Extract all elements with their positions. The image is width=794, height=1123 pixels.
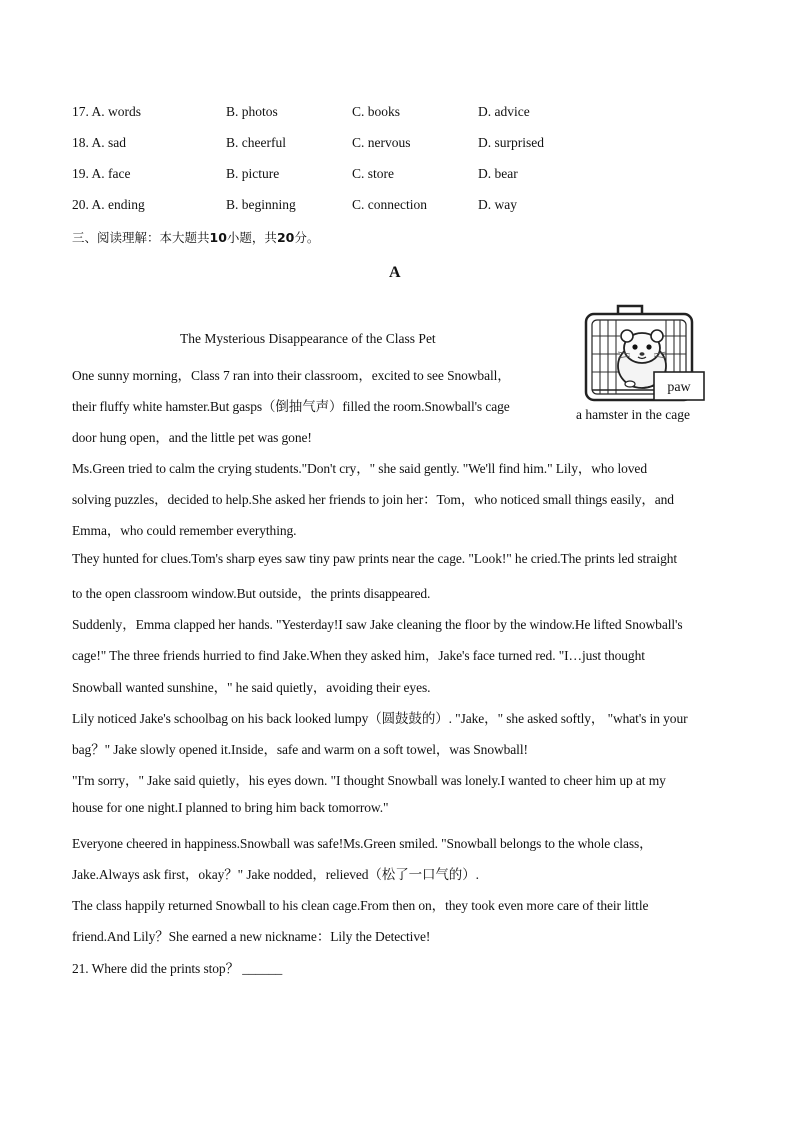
paw-label: paw (667, 380, 691, 395)
section-suffix: 分。 (294, 230, 320, 245)
passage-line: Suddenly，Emma clapped her hands. "Yesterday!I saw Jake cleaning the floor by the window.He lifted Snowball's (72, 617, 683, 632)
option-19-a: 19. A. face (72, 166, 131, 181)
option-19-d: D. bear (478, 166, 518, 181)
section-heading (72, 228, 319, 246)
option-17-b: B. photos (226, 104, 278, 119)
options-row-20 (72, 197, 672, 217)
option-17-c: C. books (352, 104, 401, 119)
passage-line: their fluffy white hamster.But gasps（倒抽气声）filled the room.Snowball's cage (72, 399, 510, 414)
passage-line: Everyone cheered in happiness.Snowball was safe!Ms.Green smiled. "Snowball belongs to the whole class， (72, 836, 653, 851)
options-row-18 (72, 135, 672, 155)
passage-line: One sunny morning，Class 7 ran into their classroom，excited to see Snowball， (72, 368, 511, 383)
passage-line: Emma，who could remember everything. (72, 523, 297, 538)
option-20-c: C. connection (352, 197, 427, 212)
passage-line: door hung open，and the little pet was gone! (72, 430, 312, 445)
option-19-c: C. store (352, 166, 394, 181)
passage-line: cage!" The three friends hurried to find Jake.When they asked him，Jake's face turned red. "I…just thought (72, 648, 645, 663)
option-19-b: B. picture (226, 166, 280, 181)
option-20-a: 20. A. ending (72, 197, 145, 212)
section-mid: 小题，共 (226, 230, 277, 245)
option-18-d: D. surprised (478, 135, 544, 150)
section-prefix: 三、阅读理解：本大题共 (72, 230, 210, 245)
option-18-c: C. nervous (352, 135, 411, 150)
passage-line: solving puzzles，decided to help.She asked her friends to join her：Tom，who noticed small things easily，and (72, 492, 674, 507)
passage-line: Ms.Green tried to calm the crying students."Don't cry，" she said gently. "We'll find him." Lily，who loved (72, 461, 647, 476)
question-21: 21. Where did the prints stop？ ______ (72, 961, 283, 976)
passage-line: Lily noticed Jake's schoolbag on his back looked lumpy（圆鼓鼓的）. "Jake，" she asked softly， "what's in your (72, 711, 688, 726)
story-title: The Mysterious Disappearance of the Class Pet (180, 331, 436, 346)
option-18-a: 18. A. sad (72, 135, 126, 150)
passage-line: house for one night.I planned to bring him back tomorrow." (72, 800, 389, 815)
option-18-b: B. cheerful (226, 135, 286, 150)
passage-line: to the open classroom window.But outside，the prints disappeared. (72, 586, 431, 601)
options-row-19 (72, 166, 672, 186)
passage-line: Snowball wanted sunshine，" he said quietly，avoiding their eyes. (72, 680, 431, 695)
section-question-count: 10 (209, 230, 227, 245)
image-caption: a hamster in the cage (576, 407, 690, 422)
passage-line: They hunted for clues.Tom's sharp eyes saw tiny paw prints near the cage. "Look!" he cried.The prints led straight (72, 551, 678, 566)
passage-line: The class happily returned Snowball to his clean cage.From then on，they took even more care of their little (72, 898, 649, 913)
section-score: 20 (276, 230, 295, 245)
option-20-d: D. way (478, 197, 517, 212)
option-20-b: B. beginning (226, 197, 296, 212)
option-17-a: 17. A. words (72, 104, 142, 119)
options-row-17 (72, 104, 672, 124)
passage-line: friend.And Lily？She earned a new nickname：Lily the Detective! (72, 929, 431, 944)
option-17-d: D. advice (478, 104, 530, 119)
passage-letter: A (389, 264, 401, 281)
passage-line: "I'm sorry，" Jake said quietly，his eyes down. "I thought Snowball was lonely.I wanted to cheer him up at my (72, 773, 666, 788)
passage-line: bag？" Jake slowly opened it.Inside，safe and warm on a soft towel，was Snowball! (72, 742, 528, 757)
passage-line: Jake.Always ask first，okay？" Jake nodded，relieved（松了一口气的）. (72, 867, 479, 882)
